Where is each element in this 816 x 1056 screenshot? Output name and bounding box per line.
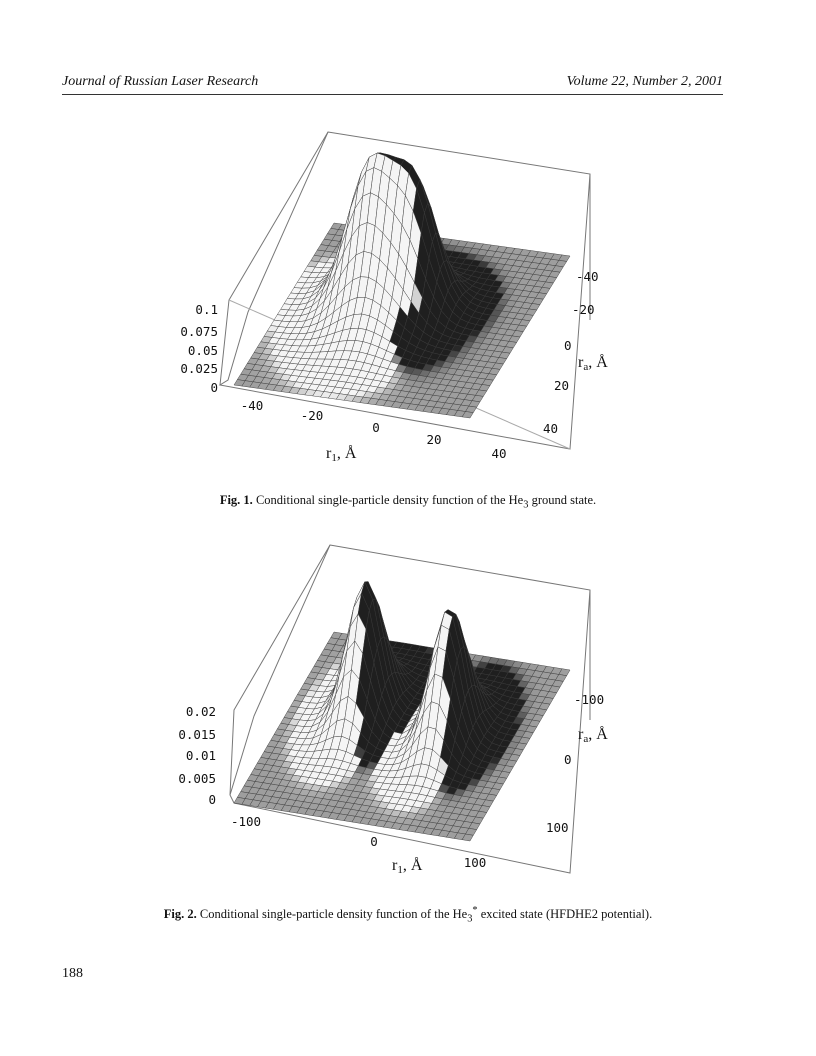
y-tick: -20 [572, 302, 595, 317]
density-surface [234, 153, 570, 418]
y-tick: 0 [564, 752, 572, 767]
caption-subscript: 3 [523, 499, 529, 511]
z-tick: 0 [210, 380, 218, 395]
x-tick: 0 [372, 420, 380, 435]
figure-1-plot [150, 128, 650, 473]
y-axis-label: ra, Å [578, 726, 608, 745]
y-tick: 0 [564, 338, 572, 353]
caption-subscript: 3 [467, 913, 473, 925]
z-tick: 0.025 [180, 361, 218, 376]
x-axis-label: r1, Å [392, 857, 423, 876]
z-tick: 0.05 [187, 343, 218, 358]
y-tick: -100 [574, 692, 605, 707]
running-header [62, 74, 723, 95]
x-tick: -40 [240, 398, 264, 413]
x-tick: 0 [370, 834, 378, 849]
volume-info: Volume 22, Number 2, 2001 [566, 74, 723, 89]
y-tick: -40 [576, 269, 599, 284]
y-tick: 40 [543, 421, 559, 436]
caption-text: Conditional single-particle density function of the He [255, 493, 524, 507]
figure-2-plot [150, 540, 650, 880]
x-tick: -100 [230, 814, 262, 829]
figure-1 [150, 128, 650, 473]
caption-label: Fig. 2. [163, 907, 197, 922]
y-tick: 20 [554, 378, 570, 393]
figure-2-caption [0, 905, 816, 925]
density-surface [234, 582, 570, 841]
z-tick: 0.1 [195, 302, 218, 317]
x-tick: -20 [300, 408, 324, 423]
z-tick: 0.01 [185, 748, 216, 763]
z-tick: 0.015 [178, 727, 216, 742]
caption-text: Conditional single-particle density function of the He [199, 907, 468, 922]
z-tick: 0.02 [185, 704, 216, 719]
journal-title: Journal of Russian Laser Research [62, 74, 259, 89]
caption-text-end: ground state. [528, 493, 597, 507]
caption-label: Fig. 1. [219, 493, 253, 507]
x-tick: 40 [491, 446, 507, 461]
z-tick: 0.075 [180, 324, 218, 339]
figure-1-caption [0, 493, 816, 511]
z-tick: 0.005 [178, 771, 216, 786]
x-tick: 100 [463, 855, 487, 870]
x-tick: 20 [426, 432, 442, 447]
page-number: 188 [62, 966, 83, 981]
y-axis-label: ra, Å [578, 354, 608, 373]
figure-2 [150, 540, 650, 880]
caption-text-end: excited state (HFDHE2 potential). [477, 907, 653, 922]
x-axis-label: r1, Å [326, 445, 357, 464]
z-tick: 0 [208, 792, 216, 807]
caption-superscript: * [472, 905, 478, 916]
y-tick: 100 [546, 820, 569, 835]
